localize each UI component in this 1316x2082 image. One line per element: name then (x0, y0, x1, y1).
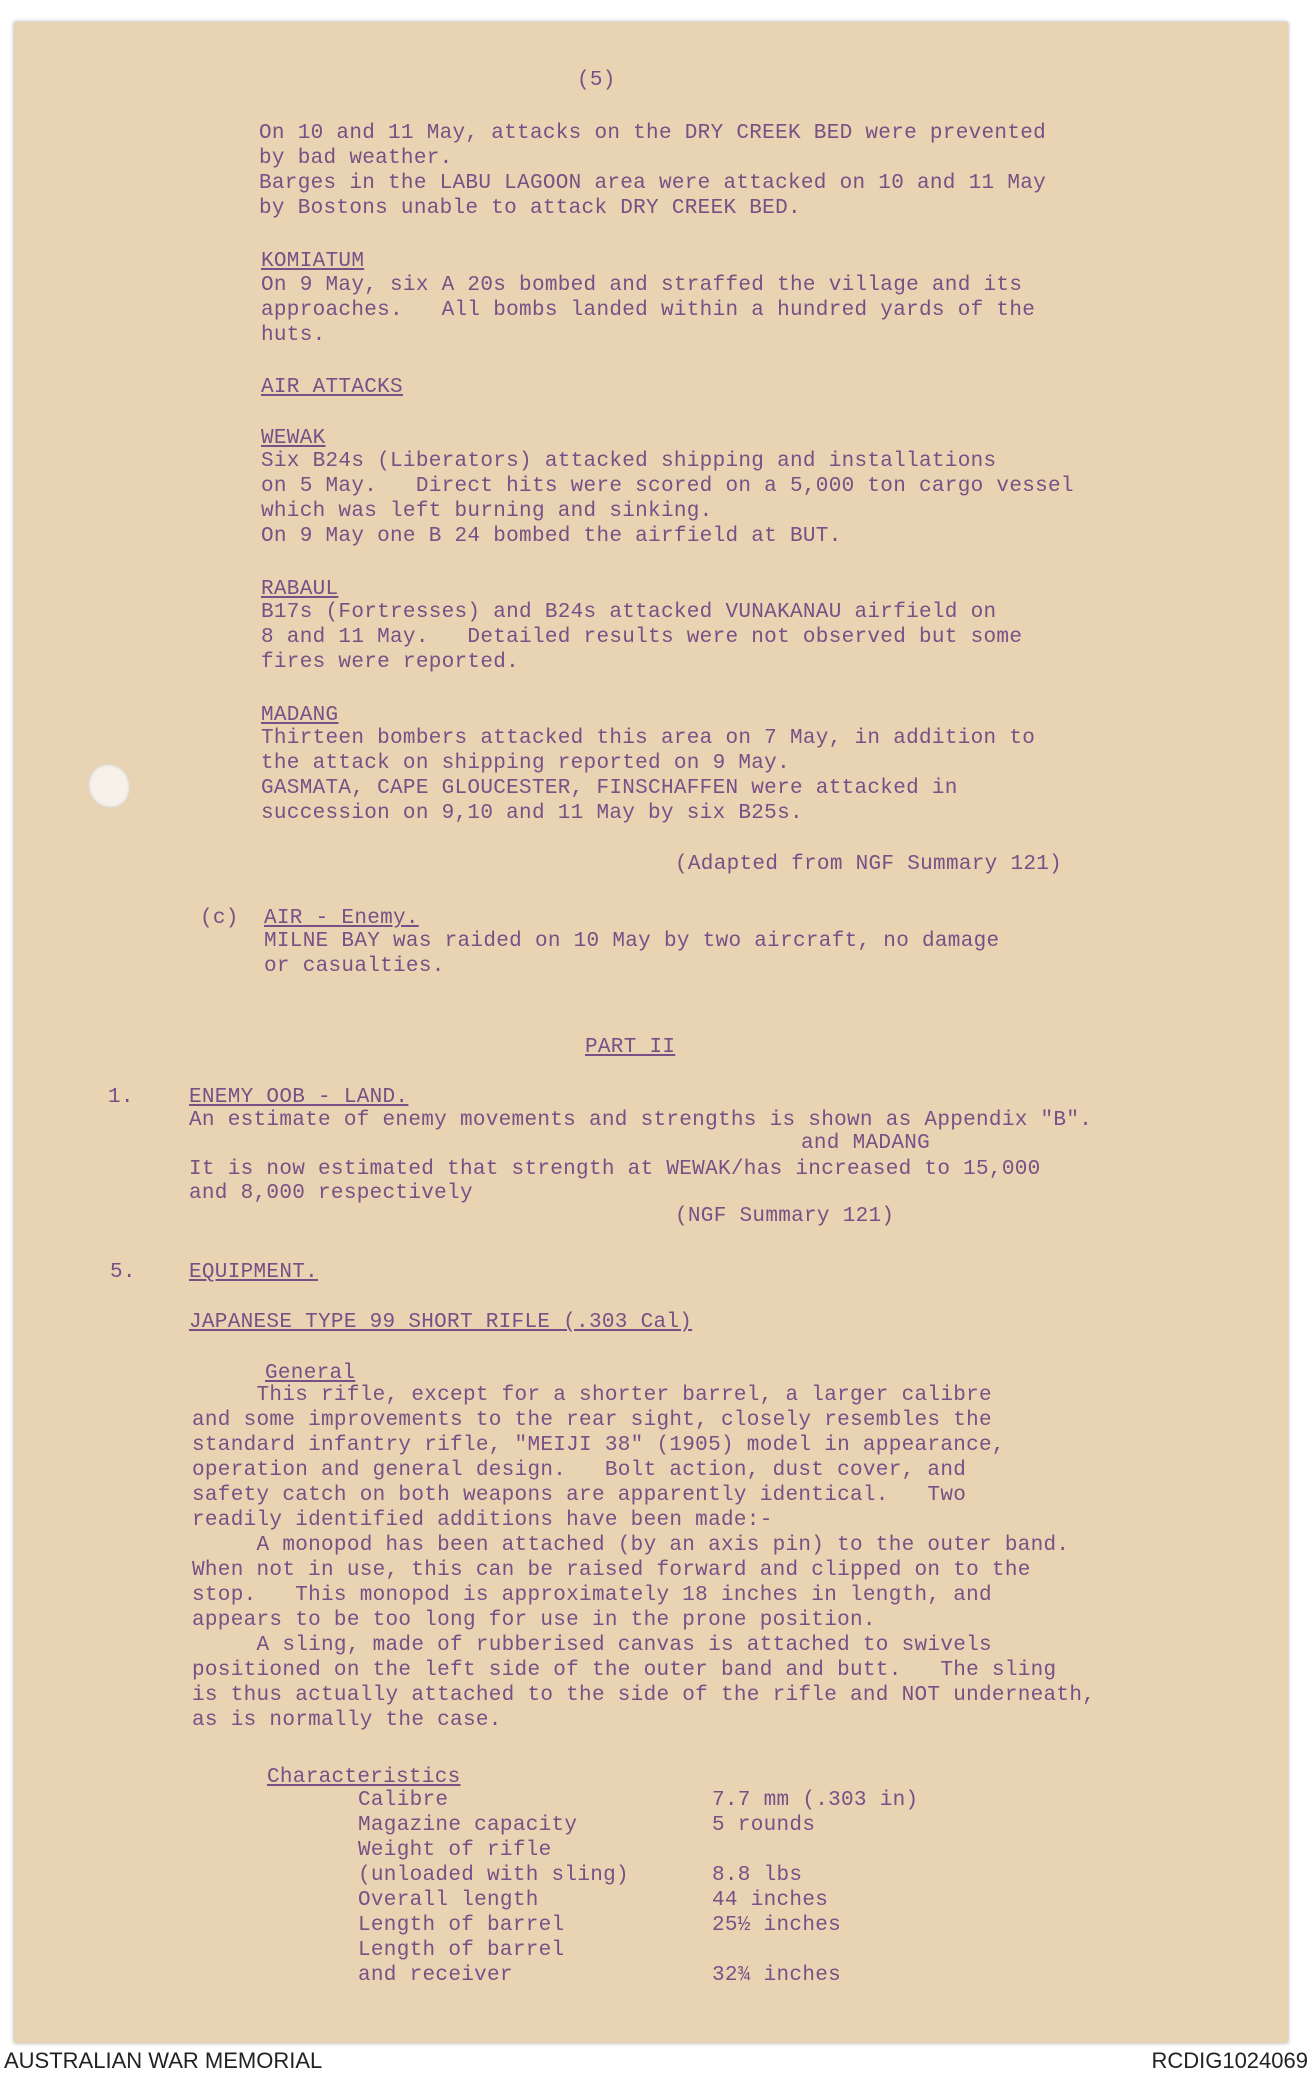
text-line: A sling, made of rubberised canvas is attached to swivels (192, 1634, 992, 1657)
text-line: stop. This monopod is approximately 18 inches in length, and (192, 1584, 992, 1607)
characteristic-value (712, 1838, 918, 1863)
madang-heading: MADANG (261, 704, 339, 727)
text-line: Thirteen bombers attacked this area on 7 May, in addition to (261, 727, 1036, 750)
characteristic-value: 32¾ inches (712, 1964, 842, 1987)
text-line: GASMATA, CAPE GLOUCESTER, FINSCHAFFEN were attacked in (261, 777, 958, 800)
text-line: safety catch on both weapons are apparently identical. Two (192, 1484, 967, 1507)
characteristic-value (712, 1938, 918, 1963)
text-line: 8 and 11 May. Detailed results were not observed but some (261, 626, 1023, 649)
text-line: huts. (261, 324, 326, 347)
madang-source: (Adapted from NGF Summary 121) (675, 853, 1063, 876)
text-line: succession on 9,10 and 11 May by six B25s. (261, 802, 803, 825)
text-line: Barges in the LABU LAGOON area were attacked on 10 and 11 May (259, 172, 1047, 195)
text-line: B17s (Fortresses) and B24s attacked VUNAKANAU airfield on (261, 601, 997, 624)
enemy-oob-line-1: An estimate of enemy movements and strengths is shown as Appendix "B". (189, 1109, 1093, 1132)
text-line: or casualties. (264, 955, 445, 978)
characteristic-value: 8.8 lbs (712, 1864, 803, 1887)
wewak-heading: WEWAK (261, 427, 326, 450)
characteristic-label: Overall length (358, 1889, 539, 1912)
enemy-oob-number: 1. (108, 1086, 134, 1109)
text-line: as is normally the case. (192, 1709, 502, 1732)
madang-paragraph (261, 726, 1035, 826)
characteristic-label: (unloaded with sling) (358, 1864, 629, 1887)
text-line: fires were reported. (261, 651, 520, 674)
rifle-heading: JAPANESE TYPE 99 SHORT RIFLE (.303 Cal) (189, 1311, 693, 1334)
enemy-oob-source: (NGF Summary 121) (675, 1205, 895, 1228)
characteristics-heading: Characteristics (267, 1766, 461, 1789)
text-line: on 5 May. Direct hits were scored on a 5,000 ton cargo vessel (261, 475, 1074, 498)
text-line: by bad weather. (259, 147, 453, 170)
text-line: A monopod has been attached (by an axis pin) to the outer band. (192, 1534, 1070, 1557)
text-line: MILNE BAY was raided on 10 May by two aircraft, no damage (264, 930, 1000, 953)
general-heading: General (265, 1362, 356, 1385)
text-line: standard infantry rifle, "MEIJI 38" (1905) model in appearance, (192, 1434, 1005, 1457)
characteristics-labels (358, 1788, 629, 1988)
text-line: and some improvements to the rear sight, closely resembles the (192, 1409, 992, 1432)
text-line: Six B24s (Liberators) attacked shipping and installations (261, 450, 997, 473)
characteristic-value: 5 rounds (712, 1814, 816, 1837)
enemy-oob-line-3: and 8,000 respectively (189, 1182, 473, 1205)
characteristic-label: and receiver (358, 1964, 513, 1987)
text-line: appears to be too long for use in the prone position. (192, 1609, 876, 1632)
text-line: by Bostons unable to attack DRY CREEK BED. (259, 197, 801, 220)
enemy-oob-line-2: It is now estimated that strength at WEWAK/has increased to 15,000 (189, 1158, 1041, 1181)
footer-right: RCDIG1024069 (1151, 2048, 1308, 2073)
characteristic-label: Magazine capacity (358, 1814, 578, 1837)
text-line: approaches. All bombs landed within a hundred yards of the (261, 299, 1036, 322)
footer-left: AUSTRALIAN WAR MEMORIAL (4, 2048, 323, 2073)
equipment-number: 5. (110, 1261, 136, 1284)
text-line: readily identified additions have been made:- (192, 1509, 773, 1532)
air-enemy-heading: AIR - Enemy. (264, 907, 419, 930)
characteristics-values (712, 1788, 918, 1988)
page-number: (5) (577, 69, 616, 92)
komiatum-paragraph (261, 273, 1035, 348)
air-attacks-heading: AIR ATTACKS (261, 376, 403, 399)
dry-creek-paragraph (259, 121, 1046, 221)
characteristic-value: 44 inches (712, 1889, 829, 1912)
text-line: On 10 and 11 May, attacks on the DRY CREEK BED were prevented (259, 122, 1047, 145)
characteristic-label: Length of barrel (358, 1939, 565, 1962)
text-line: When not in use, this can be raised forward and clipped on to the (192, 1559, 1031, 1582)
rabaul-paragraph (261, 600, 1022, 675)
air-enemy-paragraph (264, 929, 999, 979)
characteristic-label: Calibre (358, 1789, 449, 1812)
rabaul-heading: RABAUL (261, 578, 339, 601)
characteristic-label: Weight of rifle (358, 1839, 552, 1862)
punch-hole (88, 764, 130, 808)
text-line: On 9 May, six A 20s bombed and straffed the village and its (261, 274, 1023, 297)
text-line: which was left burning and sinking. (261, 500, 713, 523)
text-line: On 9 May one B 24 bombed the airfield at BUT. (261, 525, 842, 548)
characteristic-label: Length of barrel (358, 1914, 565, 1937)
wewak-paragraph (261, 449, 1074, 549)
text-line: is thus actually attached to the side of the rifle and NOT underneath, (192, 1684, 1096, 1707)
text-line: positioned on the left side of the outer band and butt. The sling (192, 1659, 1057, 1682)
komiatum-heading: KOMIATUM (261, 250, 365, 273)
enemy-oob-insert: and MADANG (801, 1132, 931, 1155)
text-line: operation and general design. Bolt action, dust cover, and (192, 1459, 967, 1482)
text-line: the attack on shipping reported on 9 May. (261, 752, 790, 775)
enemy-oob-heading: ENEMY OOB - LAND. (189, 1086, 409, 1109)
characteristic-value: 25½ inches (712, 1914, 842, 1937)
part-heading: PART II (585, 1036, 676, 1059)
general-paragraph (192, 1383, 1095, 1733)
characteristic-value: 7.7 mm (.303 in) (712, 1789, 919, 1812)
text-line: This rifle, except for a shorter barrel, a larger calibre (192, 1384, 992, 1407)
air-enemy-label: (c) (200, 907, 239, 930)
equipment-heading: EQUIPMENT. (189, 1261, 319, 1284)
